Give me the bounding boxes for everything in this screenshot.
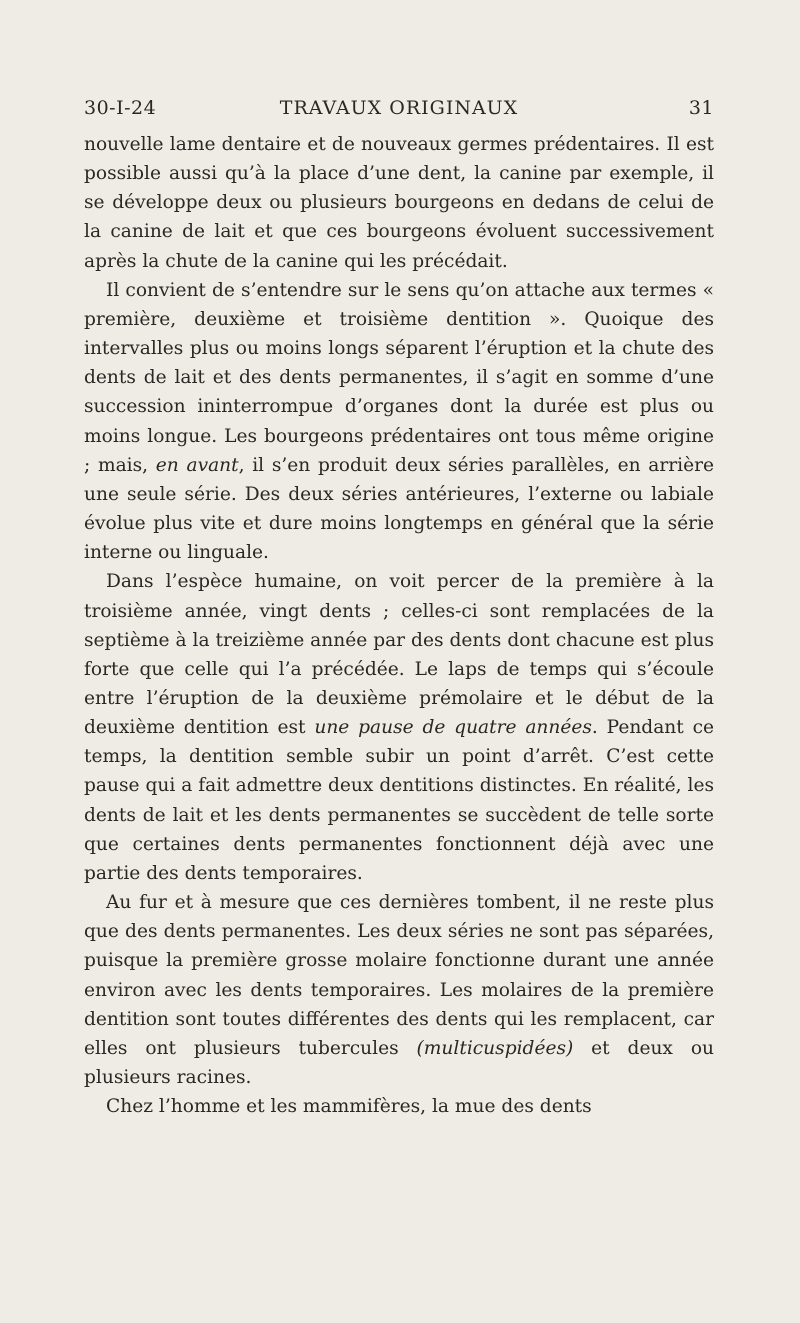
text-run: . Pendant ce temps, la dentition semble subir un point d’arrêt. C’est cette pause qui a fait admettre deux dentitions distinctes. En réalité, les dents de lait et les dents permanentes se succèdent de telle sorte que certaines dents permanentes fonctionnent déjà avec une partie des dents temporaires.	[84, 717, 714, 884]
text-run: Au fur et à mesure que ces dernières tombent, il ne reste plus que des dents permanentes. Les deux séries ne sont pas séparées, puisque la première grosse molaire fonctionne durant une année environ avec les dents temporaires. Les molaires de la première dentition sont toutes différentes des dents qui les remplacent, car elles ont plusieurs tubercules	[84, 892, 714, 1059]
italic-run: en avant	[155, 454, 239, 476]
text-run: , il s’en produit deux séries parallèles, en arrière une seule série. Des deux séries antérieures, l’externe ou labiale évolue plus vite et dure moins longtemps en général que la série interne ou linguale.	[84, 454, 715, 564]
paragraph	[84, 130, 714, 276]
issue-date: 30-I-24	[84, 97, 157, 119]
section-title: TRAVAUX ORIGINAUX	[279, 97, 519, 119]
text-run: Chez l’homme et les mammifères, la mue des dents	[106, 1096, 592, 1118]
paragraph	[84, 567, 714, 888]
paragraph	[84, 276, 714, 568]
text-run: Dans l’espèce humaine, on voit percer de la première à la troisième année, vingt dents ; celles-ci sont remplacées de la septième à la treizième année par des dents dont chacune est plus forte que celle qui l’a précédée. Le laps de temps qui s’écoule entre l’éruption de la deuxième prémolaire et le début de la deuxième dentition est	[84, 571, 714, 739]
running-head	[84, 97, 714, 125]
text-run: et deux ou plusieurs racines.	[84, 1037, 714, 1088]
italic-run: (multicuspidées)	[416, 1037, 574, 1059]
page-number: 31	[688, 97, 714, 119]
paragraph	[84, 888, 714, 1092]
body-text	[84, 130, 714, 1121]
text-run: nouvelle lame dentaire et de nouveaux germes prédentaires. Il est possible aussi qu’à la place d’une dent, la canine par exemple, il se développe deux ou plusieurs bourgeons en dedans de celui de la canine de lait et que ces bourgeons évoluent successivement après la chute de la canine qui les précédait.	[84, 134, 714, 272]
italic-run: une pause de quatre années	[314, 717, 592, 739]
text-run: Il convient de s’entendre sur le sens qu’on attache aux termes « première, deuxième et troisième dentition ». Quoique des intervalles plus ou moins longs séparent l’éruption et la chute des dents de lait et des dents permanentes, il s’agit en somme d’une succession ininterrompue d’organes dont la durée est plus ou moins longue. Les bourgeons prédentaires ont tous même origine ; mais,	[84, 279, 714, 476]
paragraph	[84, 1092, 714, 1121]
